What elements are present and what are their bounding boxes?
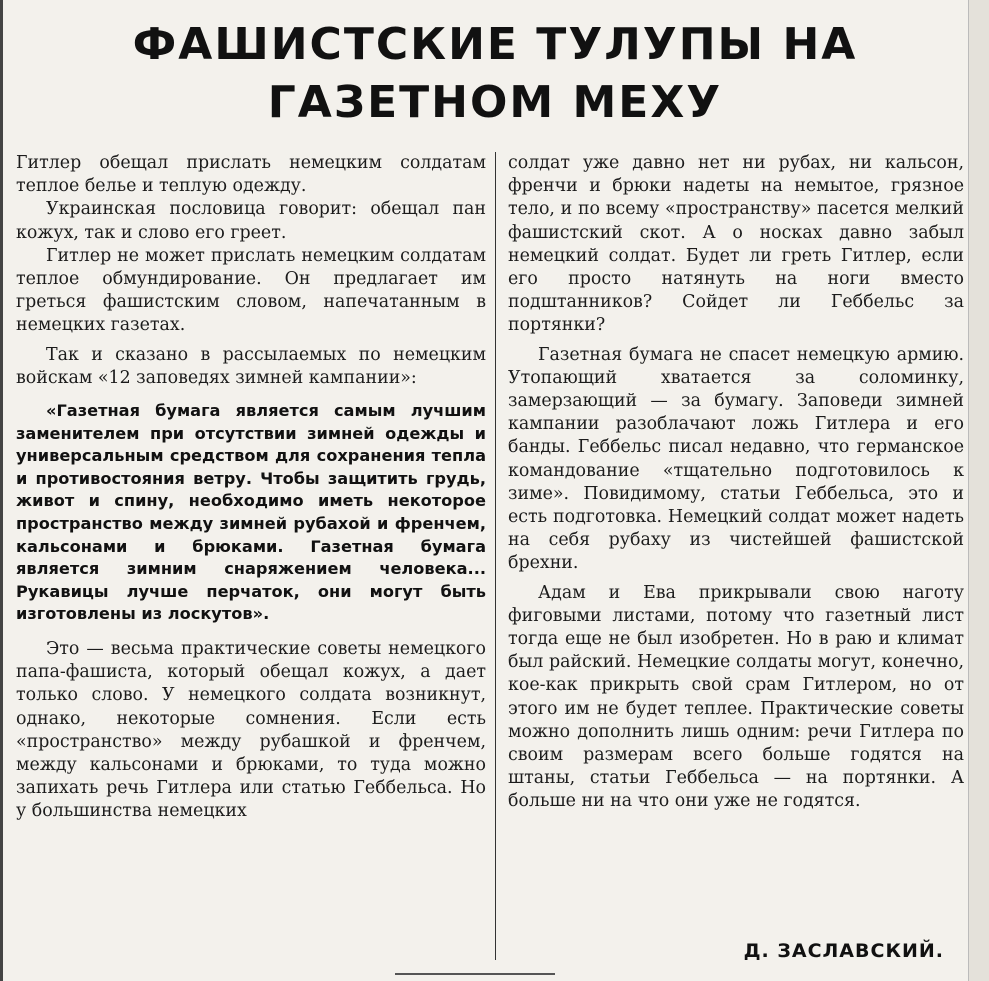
right-column xyxy=(508,152,964,814)
page-edge-left xyxy=(0,0,3,981)
author-signature: Д. ЗАСЛАВСКИЙ. xyxy=(743,940,944,962)
column-divider xyxy=(495,152,496,960)
paragraph-8: Адам и Ева прикрывали свою наготу фиговыми листами, потому что газетный лист тогда еще не был изобретен. Но в раю и климат был райский. Немецкие солдаты могут, конечно, кое-как прикрыть свой срам Гитлером, но от этого им не будет теплее. Практические советы можно дополнить лишь одним: речи Гитлера по своим размерам всего больше годятся на штаны, статьи Геббельса — на портянки. А больше ни на что они уже не годятся. xyxy=(508,582,964,812)
paragraph-4: Так и сказано в рассылаемых по немецким войскам «12 заповедях зимней кампании»: xyxy=(16,344,486,388)
adjacent-page-strip xyxy=(968,0,989,981)
paragraph-5: Это — весьма практические советы немецкого папа-фашиста, который обещал кожух, а дает только слово. У немецкого солдата возникнут, однако, некоторые сомнения. Если есть «пространство» между рубашкой и френчем, между кальсонами и брюками, то туда можно запихать речь Гитлера или статью Геббельса. Но у большинства немецких xyxy=(16,638,486,822)
quoted-commandments: «Газетная бумага является самым лучшим заменителем при отсутствии зимней одежды и универсальным средством для сохранения тепла и противостояния ветру. Чтобы защитить грудь, живот и спину, необходимо иметь некоторое пространство между зимней рубахой и френчем, кальсонами и брюками. Газетная бумага является зимним снаряжением человека... Рукавицы лучше перчаток, они могут быть изготовлены из лоскутов». xyxy=(16,401,486,624)
bottom-rule xyxy=(395,973,555,975)
paragraph-6: солдат уже давно нет ни рубах, ни кальсон, френчи и брюки надеты на немытое, грязное тело, и по всему «пространству» пасется мелкий фашистский скот. А о носках давно забыл немецкий солдат. Будет ли греть Гитлер, если его просто натянуть на ноги вместо подштанников? Сойдет ли Геббельс за портянки? xyxy=(508,153,964,336)
left-column xyxy=(16,152,486,824)
article-headline: ФАШИСТСКИЕ ТУЛУПЫ НА ГАЗЕТНОМ МЕХУ xyxy=(132,19,858,128)
paragraph-1: Гитлер обещал прислать немецким солдатам теплое белье и теплую одежду. xyxy=(16,153,486,197)
paragraph-2: Украинская пословица говорит: обещал пан кожух, так и слово его греет. xyxy=(16,199,486,243)
paragraph-3: Гитлер не может прислать немецким солдатам теплое обмундирование. Он предлагает им греться фашистским словом, напечатанным в немецких газетах. xyxy=(16,245,486,336)
paragraph-7: Газетная бумага не спасет немецкую армию. Утопающий хватается за соломинку, замерзающий — за бумагу. Заповеди зимней кампании разоблачают ложь Гитлера и его банды. Геббельс писал недавно, что германское командование «тщательно подготовилось к зиме». Повидимому, статьи Геббельса, это и есть подготовка. Немецкий солдат может надеть на себя рубаху из чистейшей фашистской брехни. xyxy=(508,344,964,574)
